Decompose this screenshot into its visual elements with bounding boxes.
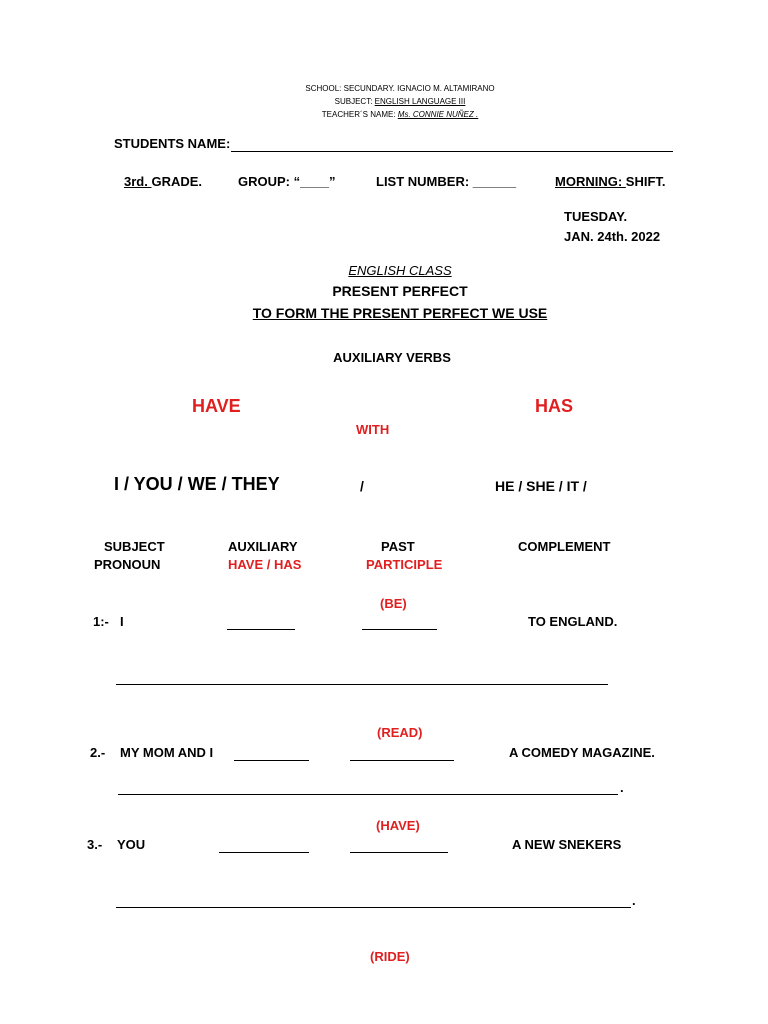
exercise-number-2: 2.- (90, 745, 106, 760)
aux-blank-1[interactable] (227, 629, 295, 630)
exercise-subject-2: MY MOM AND I (120, 745, 214, 760)
auxiliary-title: AUXILIARY VERBS (333, 350, 451, 365)
has-label: HAS (535, 396, 574, 416)
pronouns-have: I / YOU / WE / THEY (114, 474, 280, 494)
aux-blank-3[interactable] (219, 852, 309, 853)
student-name-label: STUDENTS NAME: (114, 136, 231, 151)
aux-blank-2[interactable] (234, 760, 309, 761)
shift-field: MORNING: SHIFT. (555, 174, 666, 189)
header-participle: PARTICIPLE (366, 557, 443, 572)
header-past: PAST (381, 539, 415, 554)
verb-hint-1: (BE) (380, 596, 407, 611)
class-title: ENGLISH CLASS (348, 263, 452, 278)
grade-field: 3rd. GRADE. (124, 174, 203, 189)
exercise-number-3: 3.- (87, 837, 103, 852)
exercise-complement-3: A NEW SNEKERS (512, 837, 622, 852)
answer-line-1[interactable] (116, 684, 608, 685)
exercise-complement-2: A COMEDY MAGAZINE. (509, 745, 655, 760)
verb-hint-2: (READ) (377, 725, 423, 740)
header-subject: SUBJECT (104, 539, 165, 554)
date-full: JAN. 24th. 2022 (564, 229, 661, 244)
answer-period-3: . (632, 893, 636, 908)
subject-line: SUBJECT: ENGLISH LANGUAGE III (334, 97, 466, 106)
student-name-blank[interactable] (231, 151, 673, 152)
exercise-number-1: 1:- (93, 614, 109, 629)
verb-hint-3: (HAVE) (376, 818, 420, 833)
header-auxiliary: AUXILIARY (228, 539, 298, 554)
participle-blank-1[interactable] (362, 629, 437, 630)
pronouns-slash: / (360, 478, 364, 494)
instruction-title: TO FORM THE PRESENT PERFECT WE USE (252, 305, 548, 321)
answer-line-2[interactable] (118, 794, 618, 795)
exercise-subject-1: I (120, 614, 124, 629)
date-day: TUESDAY. (564, 209, 628, 224)
header-pronoun: PRONOUN (94, 557, 161, 572)
participle-blank-2[interactable] (350, 760, 454, 761)
header-have-has: HAVE / HAS (228, 557, 302, 572)
exercise-subject-3: YOU (117, 837, 146, 852)
teacher-line: TEACHER´S NAME: Ms. CONNIE NUÑEZ . (321, 110, 479, 119)
participle-blank-3[interactable] (350, 852, 448, 853)
with-label: WITH (356, 422, 390, 437)
list-number-field: LIST NUMBER: ______ (376, 174, 517, 189)
answer-line-3[interactable] (116, 907, 631, 908)
pronouns-has: HE / SHE / IT / (495, 478, 587, 494)
verb-hint-4: (RIDE) (370, 949, 410, 964)
topic-title: PRESENT PERFECT (332, 283, 468, 299)
school-line: SCHOOL: SECUNDARY. IGNACIO M. ALTAMIRANO (305, 84, 495, 93)
header-complement: COMPLEMENT (518, 539, 611, 554)
have-label: HAVE (192, 396, 241, 416)
answer-period-2: . (620, 780, 624, 795)
exercise-complement-1: TO ENGLAND. (528, 614, 618, 629)
group-field: GROUP: “____” (238, 174, 336, 189)
